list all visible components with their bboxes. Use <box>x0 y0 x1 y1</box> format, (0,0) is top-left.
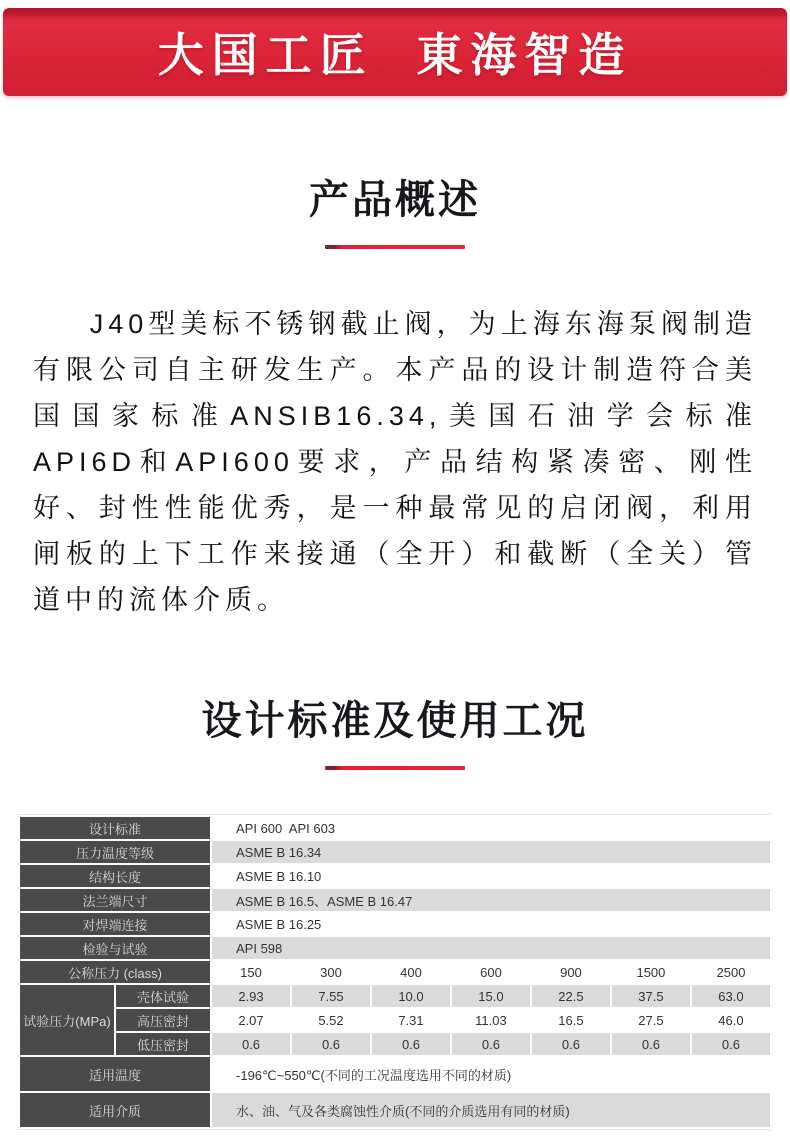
table-row-high-pressure-seal <box>19 1008 771 1032</box>
table-row-temperature <box>19 1056 771 1092</box>
pressure-value: 7.55 <box>291 984 371 1008</box>
overview-title-underline <box>325 245 465 249</box>
class-value: 600 <box>451 960 531 984</box>
class-value: 900 <box>531 960 611 984</box>
pressure-value: 11.03 <box>451 1008 531 1032</box>
pressure-value: 15.0 <box>451 984 531 1008</box>
pressure-value: 27.5 <box>611 1008 691 1032</box>
row-value: ASME B 16.34 <box>211 840 771 864</box>
row-label: 法兰端尺寸 <box>19 888 211 912</box>
row-value: API 598 <box>211 936 771 960</box>
table-row-flange-end <box>19 888 771 912</box>
row-label: 结构长度 <box>19 864 211 888</box>
sub-label: 高压密封 <box>115 1008 211 1032</box>
pressure-value: 2.07 <box>211 1008 291 1032</box>
sub-label: 壳体试验 <box>115 984 211 1008</box>
pressure-value: 63.0 <box>691 984 771 1008</box>
table-row-design-standard <box>19 816 771 840</box>
pressure-value: 0.6 <box>451 1032 531 1056</box>
row-value: ASME B 16.25 <box>211 912 771 936</box>
row-label: 公称压力 (class) <box>19 960 211 984</box>
spec-table-wrap <box>18 814 772 1130</box>
group-label-test-pressure: 试验压力(MPa) <box>19 984 115 1056</box>
brand-banner <box>3 8 787 96</box>
class-value: 400 <box>371 960 451 984</box>
pressure-value: 22.5 <box>531 984 611 1008</box>
row-label: 检验与试验 <box>19 936 211 960</box>
pressure-value: 16.5 <box>531 1008 611 1032</box>
spec-table <box>18 815 772 1129</box>
banner-title: 大国工匠 東海智造 <box>157 29 633 81</box>
row-value: ASME B 16.10 <box>211 864 771 888</box>
table-row-inspection-test <box>19 936 771 960</box>
class-value: 150 <box>211 960 291 984</box>
pressure-value: 37.5 <box>611 984 691 1008</box>
table-row-face-to-face <box>19 864 771 888</box>
table-row-pressure-temp-rating <box>19 840 771 864</box>
section-title-design: 设计标准及使用工况 <box>201 699 589 743</box>
pressure-value: 5.52 <box>291 1008 371 1032</box>
pressure-value: 0.6 <box>371 1032 451 1056</box>
table-row-media <box>19 1092 771 1128</box>
table-row-class <box>19 960 771 984</box>
overview-paragraph: J40型美标不锈钢截止阀，为上海东海泵阀制造有限公司自主研发生产。本产品的设计制造符合美国国家标准ANSIB16.34,美国石油学会标准API6D和API600要求，产品结构紧凑密、刚性好、封性性能优秀，是一种最常见的启闭阀，利用闸板的上下工作来接通（全开）和截断（全关）管道中的流体介质。 <box>33 309 757 615</box>
pressure-value: 0.6 <box>531 1032 611 1056</box>
row-label: 设计标准 <box>19 816 211 840</box>
sub-label: 低压密封 <box>115 1032 211 1056</box>
pressure-value: 46.0 <box>691 1008 771 1032</box>
row-label: 压力温度等级 <box>19 840 211 864</box>
pressure-value: 7.31 <box>371 1008 451 1032</box>
pressure-value: 10.0 <box>371 984 451 1008</box>
pressure-value: 2.93 <box>211 984 291 1008</box>
row-label: 对焊端连接 <box>19 912 211 936</box>
section-title-overview: 产品概述 <box>309 178 481 222</box>
class-value: 2500 <box>691 960 771 984</box>
pressure-value: 0.6 <box>291 1032 371 1056</box>
row-label: 适用温度 <box>19 1056 211 1092</box>
row-label: 适用介质 <box>19 1092 211 1128</box>
design-title-underline <box>325 766 465 770</box>
table-row-buttweld-end <box>19 912 771 936</box>
row-value: ASME B 16.5、ASME B 16.47 <box>211 888 771 912</box>
class-value: 1500 <box>611 960 691 984</box>
row-value: API 600 API 603 <box>211 816 771 840</box>
pressure-value: 0.6 <box>611 1032 691 1056</box>
pressure-value: 0.6 <box>211 1032 291 1056</box>
class-value: 300 <box>291 960 371 984</box>
row-value: -196℃~550℃(不同的工况温度选用不同的材质) <box>211 1056 771 1092</box>
row-value: 水、油、气及各类腐蚀性介质(不同的介质选用有同的材质) <box>211 1092 771 1128</box>
table-row-low-pressure-seal <box>19 1032 771 1056</box>
pressure-value: 0.6 <box>691 1032 771 1056</box>
table-row-shell-test <box>19 984 771 1008</box>
